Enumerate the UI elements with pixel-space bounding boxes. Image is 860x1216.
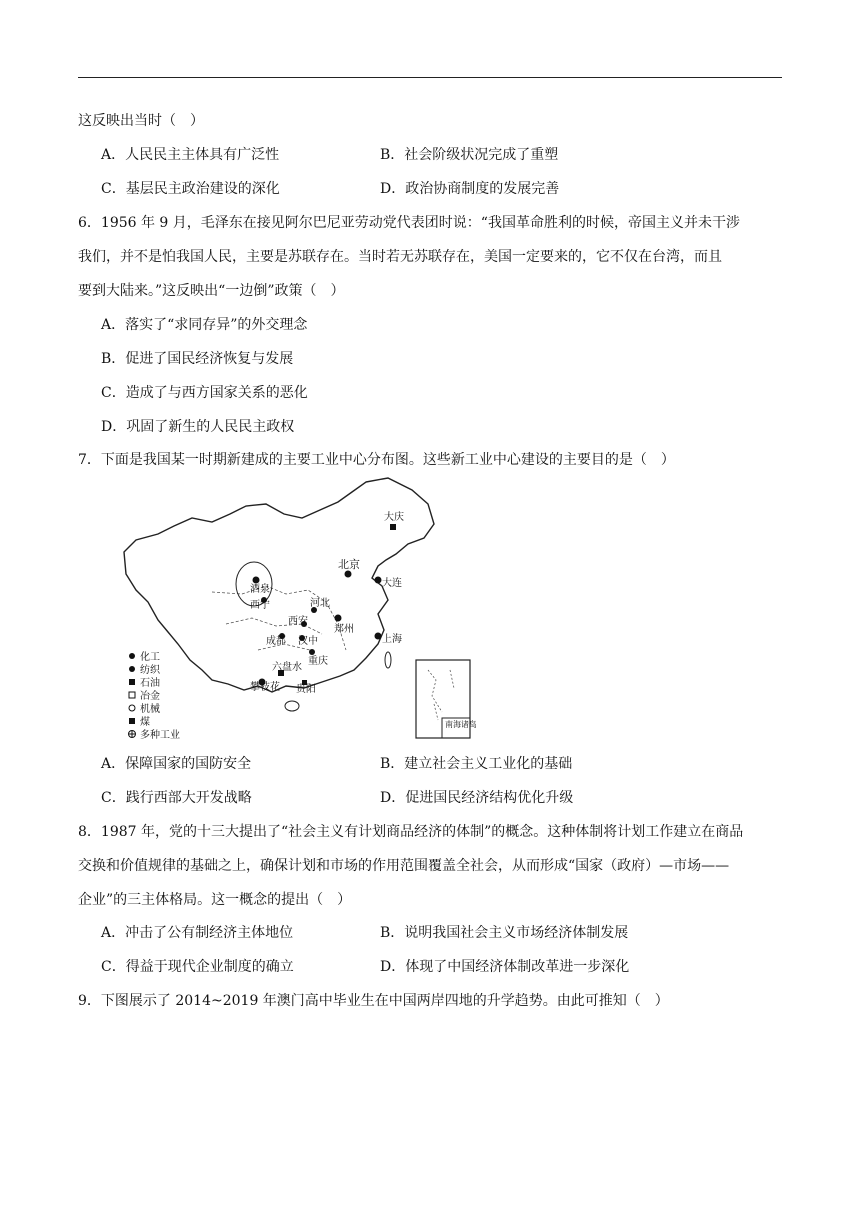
- q5-option-d[interactable]: D．政治协商制度的发展完善: [380, 181, 560, 197]
- q6-stem-line-3: 要到大陆来。”这反映出“一边倒”政策（ ）: [78, 283, 345, 299]
- q5-option-b[interactable]: B．社会阶级状况完成了重塑: [380, 147, 559, 163]
- city-xian: 西安: [288, 616, 308, 627]
- q6-option-a[interactable]: A．落实了“求同存异”的外交理念: [101, 317, 308, 333]
- china-map-figure: [116, 474, 476, 744]
- q7-stem: 7．下面是我国某一时期新建成的主要工业中心分布图。这些新工业中心建设的主要目的是（ ）: [78, 452, 675, 468]
- q7-option-a[interactable]: A．保障国家的国防安全: [101, 756, 252, 772]
- legend-chemical: 化工: [140, 652, 160, 663]
- city-liupanshui: 六盘水: [272, 662, 302, 673]
- header-rule: [78, 77, 782, 78]
- city-chengdu: 成都: [266, 636, 286, 647]
- q5-option-a[interactable]: A．人民民主主体具有广泛性: [101, 147, 280, 163]
- q8-option-b[interactable]: B．说明我国社会主义市场经济体制发展: [380, 925, 629, 941]
- city-beijing: 北京: [338, 558, 360, 571]
- city-guiyang: 贵阳: [296, 684, 316, 695]
- legend-multi-industry: 多种工业: [140, 730, 180, 741]
- q6-stem-line-2: 我们，并不是怕我国人民，主要是苏联存在。当时若无苏联存在，美国一定要来的，它不仅在台湾，而且: [78, 249, 722, 265]
- inset-label-south-sea: 南海诸岛: [445, 720, 476, 729]
- q6-stem-line-1: 6．1956 年 9 月，毛泽东在接见阿尔巴尼亚劳动党代表团时说：“我国革命胜利的时候，帝国主义并未干涉: [78, 215, 740, 231]
- q8-option-a[interactable]: A．冲击了公有制经济主体地位: [101, 925, 294, 941]
- city-zhengzhou: 郑州: [334, 624, 354, 635]
- q8-option-c[interactable]: C．得益于现代企业制度的确立: [101, 959, 294, 975]
- legend-metallurgy: 冶金: [140, 691, 160, 702]
- city-chongqing: 重庆: [308, 656, 328, 667]
- q8-stem-line-3: 企业”的三主体格局。这一概念的提出（ ）: [78, 892, 352, 908]
- q7-option-c[interactable]: C．践行西部大开发战略: [101, 790, 252, 806]
- q8-stem-line-2: 交换和价值规律的基础之上，确保计划和市场的作用范围覆盖全社会，从而形成“国家（政府）—市场——: [78, 858, 730, 874]
- legend-oil: 石油: [140, 678, 160, 689]
- city-hanzhong: 汉中: [298, 636, 318, 647]
- city-dalian: 大连: [382, 578, 402, 589]
- q9-stem: 9．下图展示了 2014~2019 年澳门高中毕业生在中国两岸四地的升学趋势。由此可推知（ ）: [78, 993, 669, 1009]
- city-daqing: 大庆: [384, 512, 404, 523]
- q8-stem-line-1: 8．1987 年，党的十三大提出了“社会主义有计划商品经济的体制”的概念。这种体制将计划工作建立在商品: [78, 824, 744, 840]
- q7-option-d[interactable]: D．促进国民经济结构优化升级: [380, 790, 574, 806]
- city-shanghai: 上海: [382, 634, 402, 645]
- q6-option-b[interactable]: B．促进了国民经济恢复与发展: [101, 351, 294, 367]
- q6-option-c[interactable]: C．造成了与西方国家关系的恶化: [101, 385, 308, 401]
- map-legend: [129, 650, 181, 741]
- city-xining: 西宁: [250, 600, 270, 611]
- city-hebei: 河北: [310, 598, 330, 609]
- q6-option-d[interactable]: D．巩固了新生的人民民主政权: [101, 419, 295, 435]
- legend-machinery: 机械: [140, 704, 160, 715]
- q7-option-b[interactable]: B．建立社会主义工业化的基础: [380, 756, 573, 772]
- city-jiuquan: 酒泉: [250, 584, 270, 595]
- industrial-center-map: [116, 474, 476, 744]
- q5-option-c[interactable]: C．基层民主政治建设的深化: [101, 181, 280, 197]
- legend-textile: 纺织: [140, 665, 160, 676]
- city-panzhihua: 攀枝花: [250, 682, 280, 693]
- q8-option-d[interactable]: D．体现了中国经济体制改革进一步深化: [380, 959, 630, 975]
- legend-coal: 煤: [140, 717, 150, 728]
- q5-stem: 这反映出当时（ ）: [78, 113, 204, 129]
